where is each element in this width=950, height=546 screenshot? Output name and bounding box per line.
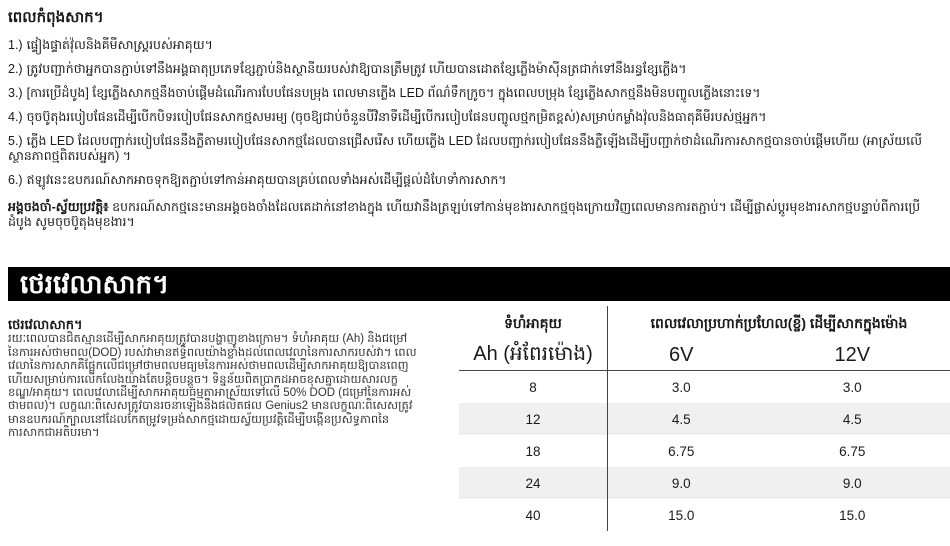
table-row xyxy=(459,403,950,435)
step-item xyxy=(8,134,940,164)
12v-cell: 6.75 xyxy=(755,435,950,467)
note-label: អង្គចងចាំ-ស្វ័យប្រវត្តិ៖ xyxy=(8,200,109,214)
6v-cell: 9.0 xyxy=(608,467,755,499)
description-title: ថេរវេលាសាក។ xyxy=(8,317,83,332)
step-text: ត្រូវបញ្ជាក់ថាអ្នកបានភ្ជាប់ទៅនឹងអង្គធាតុប្រភេទខ្សែភ្ជាប់និងស្ថានីយរបស់វាឱ្យបានត្រឹមត្រូវ ហើយបានដោតខ្សែភ្លើងម៉ាស៊ីនត្រជាក់ទៅនឹងរន្ធខ្សែភ្លើង។ xyxy=(26,62,687,76)
step-item xyxy=(8,62,940,77)
12v-cell: 9.0 xyxy=(755,467,950,499)
charge-time-table xyxy=(459,306,950,531)
step-number: 2.) xyxy=(8,62,23,76)
step-text: ចុចប៊ូតុងរបៀបផែនដើម្បីបើកបិទរបៀបផែនសាកថ្មសមរម្យ (ចុចឱ្យជាប់ចំនួនបីវិនាទីដើម្បីបើករបៀបផែនបញ្ចូលថ្មកម្រិតខ្ពស់)សម្រាប់កម្លាំងវ៉ុលនិងធាតុគីមីរបស់ថ្មអ្នក។ xyxy=(26,110,767,124)
note-text: ឧបករណ៍សាកថ្មនេះមានអង្គចងចាំងដែលគេដាក់នៅខាងក្នុង ហើយវានឹងត្រឡប់ទៅកាន់មុខងារសាកថ្មចុងក្រោយវិញពេលមានការតភ្ជាប់។ ដើម្បីផ្លាស់ប្តូរមុខងារសាកថ្មបន្ទាប់ពីការប្រើដំបូង សូមចុចប៊ូតុងមុខងារ។ xyxy=(8,200,921,229)
table-row xyxy=(459,499,950,531)
12v-cell: 4.5 xyxy=(755,403,950,435)
12v-cell: 15.0 xyxy=(755,499,950,531)
step-number: 6.) xyxy=(8,173,23,187)
ah-cell: 18 xyxy=(459,435,608,467)
approx-time-header: ពេលវេលាប្រហាក់ប្រហែល(ខ្ចី) ដើម្បីសាកក្នុងម៉ោង xyxy=(608,306,950,340)
6v-cell: 6.75 xyxy=(608,435,755,467)
step-number: 3.) xyxy=(8,86,23,100)
table-row xyxy=(459,467,950,499)
charge-time-description xyxy=(8,318,418,441)
step-number: 1.) xyxy=(8,38,23,52)
6v-cell: 3.0 xyxy=(608,371,755,404)
6v-subheader: 6V xyxy=(608,340,755,371)
charging-heading: ពេលកំពុងសាក។ xyxy=(8,9,104,26)
ah-subheader: Ah (អំពែរម៉ោង) xyxy=(459,340,608,371)
step-text: ផ្ទៀងផ្ទាត់វ៉ុលនិងគីមីសាស្ត្ររបស់អាគុយ។ xyxy=(26,38,213,52)
ah-cell: 24 xyxy=(459,467,608,499)
step-item xyxy=(8,173,940,188)
step-number: 4.) xyxy=(8,110,23,124)
step-text: [ការប្រើដំបូង] ខ្សែភ្លើងសាកថ្មនឹងចាប់ផ្តើមដំណើរការបែបផែនបម្រុង ពេលមានភ្លើង LED ព័ណ៌ទឹកក្រូច។ ក្នុងពេលបម្រុង ខ្សែភ្លើងសាកថ្មនឹងមិនបញ្ចូលភ្លើងនោះទេ។ xyxy=(26,86,761,100)
description-body: រយៈពេលបានជិតស្មានដើម្បីសាកអាគុយត្រូវបានបង្ហាញខាងក្រោម។ ទំហំអាគុយ (Ah) និងជម្រៅនៃការអស់ថាមពល(DOD) របស់វាមានឥទ្ធិពលយ៉ាងខ្លាំងដល់ពេលវេលានៃការសាករបស់វា។ ពេលវេលានៃការសាកគឺផ្អែកលើជម្រៅថាមពលមធ្យមនៃការអស់ថាមពលដើម្បីសាកអាគុយឱ្យបានពេញហើយសម្រាប់ការលើកលែងយ៉ាងតែបន្តិចបន្តួច។ ទិន្នន័យពិតប្រាកដអាចខុសគ្នាដោយសារលក្ខខណ្ឌ/អាគុយ។ ពេលវេលាដើម្បីសាកអាគុយធម្មតាអាស្រ័យទៅលើ 50% DOD (ជម្រៅនៃការអស់ថាមពល)។ លក្ខណៈពិសេសត្រូវបានរចនាឡើងនឹងផលិតផល Genius2 មានលក្ខណៈពិសេសត្រូវមានឧបករណ៍ក្បាលនៅដែលកែតម្រូវទម្រង់សាកថ្មដោយស្វ័យប្រវត្តិដើម្បីបង្កើនប្រសិទ្ធភាពនៃការសាកជាអតិបរមា។ xyxy=(8,333,417,440)
auto-memory-note xyxy=(8,200,940,230)
battery-size-header: ទំហំអាគុយ xyxy=(504,315,562,331)
6v-cell: 15.0 xyxy=(608,499,755,531)
ah-cell: 40 xyxy=(459,499,608,531)
step-text: ឥឡូវនេះឧបករណ៍សាកអាចទុកឱ្យតភ្ជាប់ទៅកាន់អាគុយបានគ្រប់ពេលទាំងអស់ដើម្បីផ្តល់ដំហែទាំការសាក។ xyxy=(26,173,507,187)
step-item xyxy=(8,86,940,101)
section-banner: ថេរវេលាសាក។ xyxy=(8,267,950,301)
table-row xyxy=(459,435,950,467)
6v-cell: 4.5 xyxy=(608,403,755,435)
step-item xyxy=(8,38,940,53)
table-row xyxy=(459,371,950,404)
12v-cell: 3.0 xyxy=(755,371,950,404)
step-number: 5.) xyxy=(8,134,23,148)
ah-cell: 12 xyxy=(459,403,608,435)
12v-subheader: 12V xyxy=(755,340,950,371)
ah-cell: 8 xyxy=(459,371,608,404)
charging-section xyxy=(8,8,940,230)
step-text: ភ្លើង LED ដែលបញ្ជាក់របៀបផែននឹងភ្លឺតាមរបៀបផែនសាកថ្មដែលបានជ្រើសរើស ហើយភ្លើង LED ដែលបញ្ជាក់របៀបផែននឹងភ្លឺឡើងដើម្បីបញ្ជាក់ថាដំណើរការសាកថ្មបានចាប់ផ្តើមហើយ (អាស្រ័យលើស្ថានភាពថ្មពិតរបស់អ្នក) ។ xyxy=(8,134,923,163)
step-item xyxy=(8,110,940,125)
